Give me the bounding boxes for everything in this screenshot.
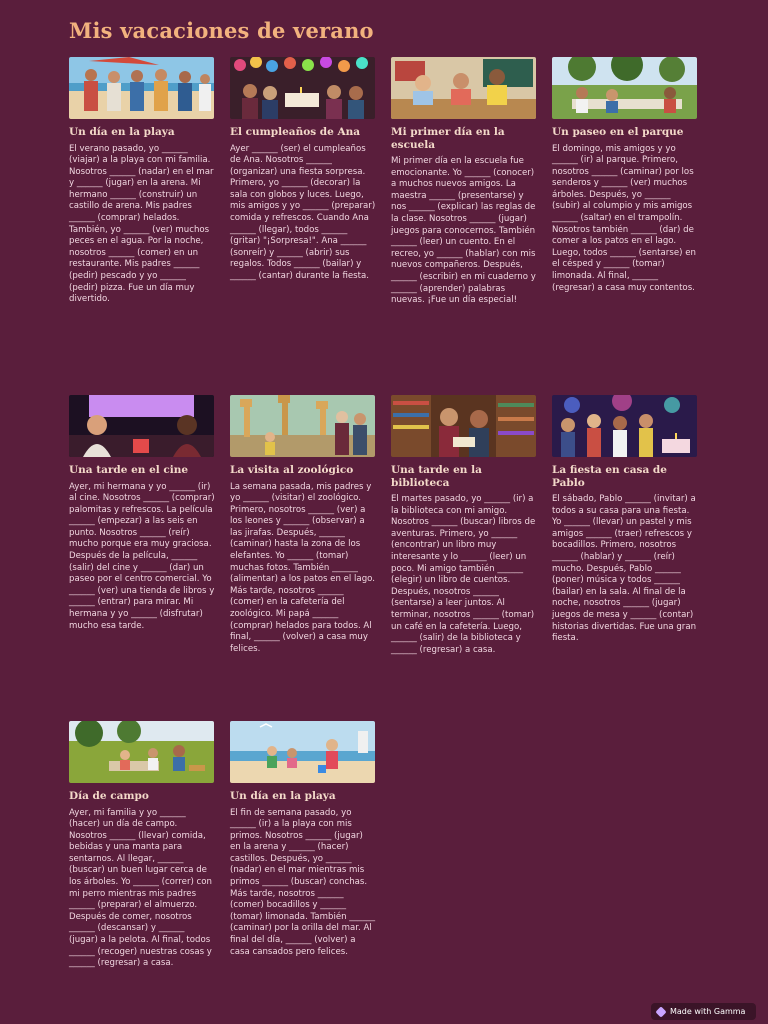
card-text: Mi primer día en la escuela fue emocionante. Yo ______ (conocer) a muchos nuevos amigos. La maestra ______ (presentarse) y nos ______ (explicar) las reglas de la clase. Nosotros ______ (jugar) juegos para conocernos. También ______ (leer) un cuento. En el recreo, yo ______ (hablar) con mis nuevos compañeros. Después, ______ (escribir) en mi cuaderno y ______ (aprender) palabras nuevas. ¡Fue un día especial! <box>391 156 536 306</box>
cards-grid <box>69 57 698 1021</box>
birthday-party-photo <box>230 57 375 119</box>
family-beach-photo <box>69 57 214 119</box>
card-title: Una tarde en el cine <box>69 464 189 476</box>
zoo-giraffes-photo <box>230 395 375 457</box>
card-text: Ayer ______ (ser) el cumpleaños de Ana. Nosotros ______ (organizar) una fiesta sorpresa. Primero, yo ______ (decorar) la sala con globos y luces. Luego, mis amigos y yo ______ (preparar) comida y refrescos. Cuando Ana ______ (llegar), todos ______ (gritar) "¡Sorpresa!". Ana ______ (sonreír) y ______ (abrir) sus regalos. Todos ______ (bailar) y ______ (cantar) durante la fiesta. <box>230 143 376 282</box>
gamma-logo-icon <box>655 1006 666 1017</box>
card-text: El domingo, mis amigos y yo ______ (ir) al parque. Primero, nosotros ______ (caminar) por los senderos y ______ (ver) muchos árboles. Después, yo ______ (subir) al columpio y mis amigos ______ (saltar) en el trampolín. Nosotros también ______ (dar) de comer a los patos en el lago. Luego, todos ______ (sentarse) en el césped y ______ (tomar) limonada. Al final, ______ (regresar) a casa muy contentos. <box>552 143 696 293</box>
card-text: El verano pasado, yo ______ (viajar) a la playa con mi familia. Nosotros ______ (nadar) en el mar y ______ (jugar) en la arena. Mi hermano ______ (construir) un castillo de arena. Mis padres ______ (comprar) helados. También, yo ______ (ver) muchos peces en el agua. Por la noche, nosotros ______ (comer) en un restaurante. Mis padres ______ (pedir) pescado y yo ______ (pedir) pizza. Fue un día muy divertido. <box>69 143 214 305</box>
card-cinema <box>69 395 215 721</box>
made-with-gamma-badge[interactable] <box>651 1003 756 1020</box>
card-beach-cousins <box>230 721 376 1021</box>
card-text: Ayer, mi hermana y yo ______ (ir) al cine. Nosotros ______ (comprar) palomitas y refrescos. La película ______ (empezar) a las seis en punto. Nosotros ______ (reír) mucho porque era muy graciosa. Después de la película, ______ (salir) del cine y ______ (dar) un paseo por el centro comercial. Yo ______ (ver) una tienda de libros y ______ (entrar) para mirar. Mi hermana y yo ______ (disfrutar) mucho esa tarde. <box>69 481 215 631</box>
card-pablo-party <box>552 395 698 721</box>
park-picnic-photo <box>552 57 697 119</box>
badge-label: Made with Gamma <box>670 1007 746 1016</box>
classroom-photo <box>391 57 536 119</box>
card-title: La visita al zoológico <box>230 464 354 476</box>
library-photo <box>391 395 536 457</box>
card-text: La semana pasada, mis padres y yo ______ (visitar) el zoológico. Primero, nosotros ______ (ver) a los leones y ______ (observar) a las jirafas. Después, ______ (caminar) hasta la zona de los elefantes. Yo ______ (tomar) muchas fotos. También ______ (alimentar) a los patos en el lago. Más tarde, nosotros ______ (comer) en la cafetería del zoológico. Mi papá ______ (comprar) helados para todos. Al final, ______ (volver) a casa muy felices. <box>230 481 375 654</box>
card-title: Un día en la playa <box>230 790 336 802</box>
card-park-walk <box>552 57 698 395</box>
card-text: El fin de semana pasado, yo ______ (ir) a la playa con mis primos. Nosotros ______ (jugar) en la arena y ______ (hacer) castillos. Después, yo ______ (nadar) en el mar mientras mis primos ______ (buscar) conchas. Más tarde, nosotros ______ (comer) bocadillos y ______ (tomar) limonada. También ______ (caminar) por la orilla del mar. Al final del día, ______ (volver) a casa cansados pero felices. <box>230 807 376 957</box>
card-title: El cumpleaños de Ana <box>230 126 361 138</box>
card-countryside-day <box>69 721 215 1021</box>
card-text: El martes pasado, yo ______ (ir) a la biblioteca con mi amigo. Nosotros ______ (buscar) libros de aventuras. Primero, yo ______ (encontrar) un libro muy interesante y lo ______ (leer) un poco. Mi amigo también ______ (elegir) un libro de cuentos. Después, nosotros ______ (sentarse) a leer juntos. Al terminar, nosotros ______ (tomar) un café en la cafetería. Luego, ______ (salir) de la biblioteca y ______ (regresar) a casa. <box>391 494 536 655</box>
card-text: Ayer, mi familia y yo ______ (hacer) un día de campo. Nosotros ______ (llevar) comida, bebidas y una manta para sentarnos. Al llegar, ______ (buscar) un buen lugar cerca de los árboles. Yo ______ (correr) con mi perro mientras mis padres ______ (preparar) el almuerzo. Después de comer, nosotros ______ (descansar) y ______ (jugar) a la pelota. Al final, todos ______ (recoger) nuestras cosas y ______ (regresar) a casa. <box>69 807 212 969</box>
card-title: Día de campo <box>69 790 149 802</box>
card-library <box>391 395 537 721</box>
kids-beach-photo <box>230 721 375 783</box>
card-title: Un día en la playa <box>69 126 175 138</box>
countryside-picnic-photo <box>69 721 214 783</box>
card-zoo-visit <box>230 395 376 721</box>
card-title: Un paseo en el parque <box>552 126 684 138</box>
card-title: La fiesta en casa de Pablo <box>552 464 667 489</box>
card-title: Una tarde en la biblioteca <box>391 464 482 489</box>
card-birthday-ana <box>230 57 376 395</box>
card-first-school-day <box>391 57 537 395</box>
card-title: Mi primer día en la escuela <box>391 126 505 151</box>
cinema-photo <box>69 395 214 457</box>
house-party-photo <box>552 395 697 457</box>
card-beach-family <box>69 57 215 395</box>
card-text: El sábado, Pablo ______ (invitar) a todos a su casa para una fiesta. Yo ______ (llevar) un pastel y mis amigos ______ (traer) refrescos y bocadillos. Primero, nosotros ______ (hablar) y ______ (reír) mucho. Después, Pablo ______ (poner) música y todos ______ (bailar) en la sala. Al final de la noche, nosotros ______ (jugar) juegos de mesa y ______ (contar) historias divertidas. Fue una gran fiesta. <box>552 494 697 644</box>
page-title: Mis vacaciones de verano <box>69 18 374 43</box>
